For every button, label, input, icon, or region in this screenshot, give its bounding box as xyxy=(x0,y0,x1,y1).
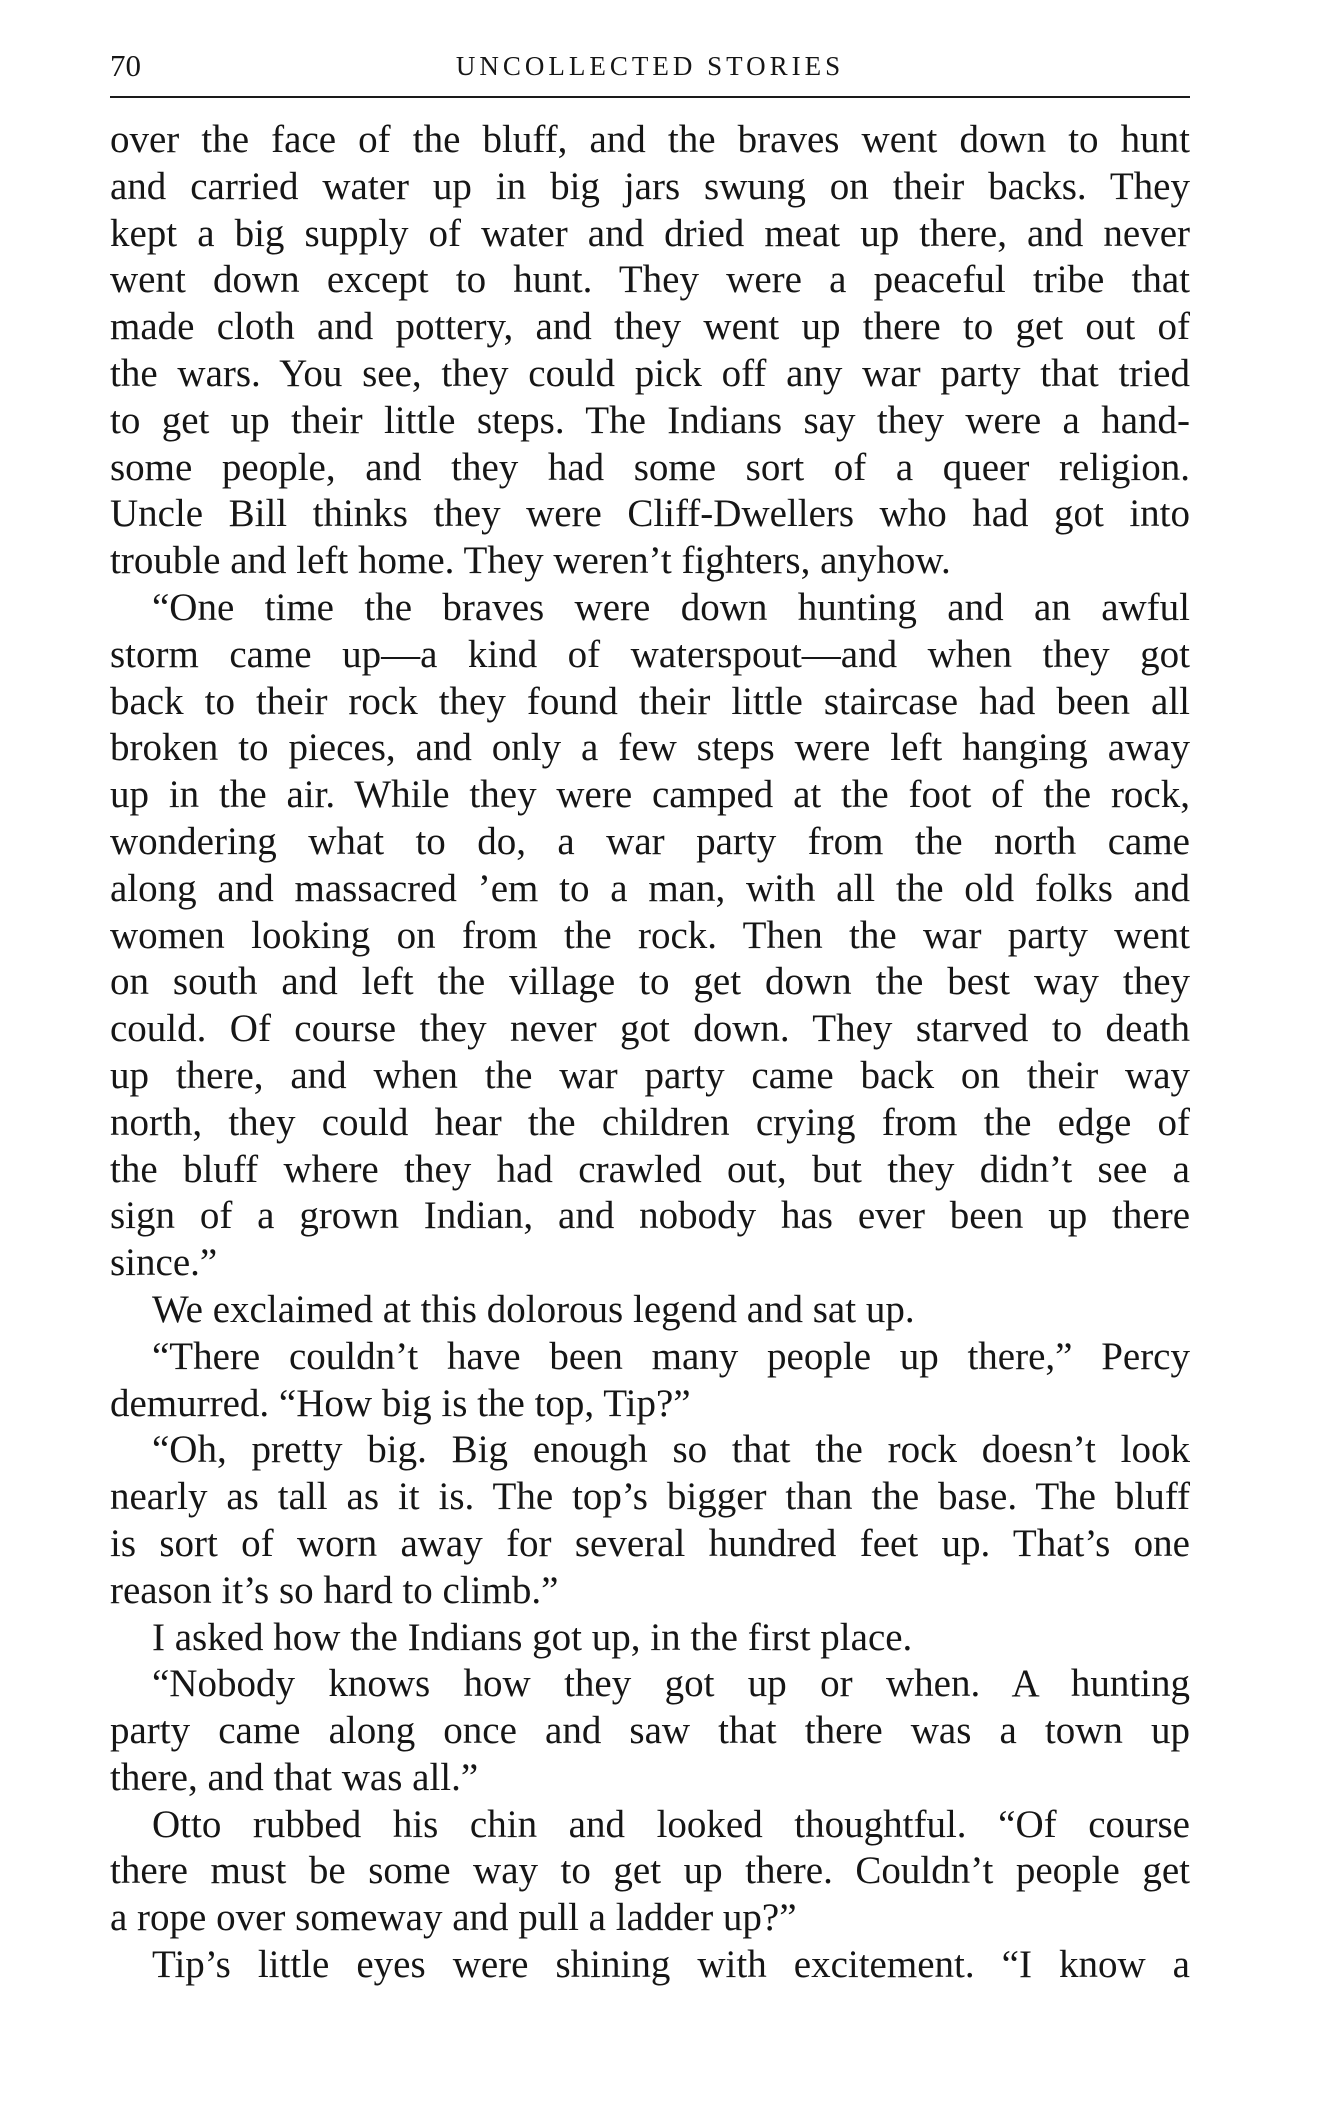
text-line: on south and left the village to get down the best way they xyxy=(110,960,1190,1004)
text-line: “There couldn’t have been many people up there,” Percy xyxy=(152,1334,1190,1378)
text-line: since.” xyxy=(110,1241,218,1285)
text-line: storm came up—a kind of waterspout—and when they got xyxy=(110,632,1190,676)
text-line: could. Of course they never got down. They starved to death xyxy=(110,1007,1190,1051)
text-line: made cloth and pottery, and they went up there to get out of xyxy=(110,305,1190,349)
running-head xyxy=(110,44,1190,88)
text-line: Tip’s little eyes were shining with excitement. “I know a xyxy=(152,1943,1190,1987)
header-rule xyxy=(110,96,1190,98)
text-line: wondering what to do, a war party from the north came xyxy=(110,819,1190,863)
text-line: there must be some way to get up there. Couldn’t people get xyxy=(110,1849,1190,1893)
text-line: sign of a grown Indian, and nobody has ever been up there xyxy=(110,1194,1190,1238)
body-text xyxy=(110,117,1190,1989)
text-line: “Nobody knows how they got up or when. A hunting xyxy=(152,1662,1190,1706)
text-line: “One time the braves were down hunting and an awful xyxy=(152,585,1190,629)
text-line: a rope over someway and pull a ladder up?” xyxy=(110,1896,797,1940)
running-title: UNCOLLECTED STORIES xyxy=(455,51,845,81)
text-line: party came along once and saw that there was a town up xyxy=(110,1709,1190,1753)
text-line: and carried water up in big jars swung on their backs. They xyxy=(110,164,1190,208)
text-line: demurred. “How big is the top, Tip?” xyxy=(110,1381,691,1425)
text-line: the bluff where they had crawled out, but they didn’t see a xyxy=(110,1147,1190,1191)
text-line: there, and that was all.” xyxy=(110,1755,479,1799)
text-line: I asked how the Indians got up, in the first place. xyxy=(152,1615,913,1659)
text-line: along and massacred ’em to a man, with all the old folks and xyxy=(110,866,1190,910)
text-line: to get up their little steps. The Indians say they were a hand- xyxy=(110,398,1190,442)
text-line: up there, and when the war party came back on their way xyxy=(110,1053,1190,1097)
text-line: nearly as tall as it is. The top’s bigger than the base. The bluff xyxy=(110,1475,1190,1519)
text-line: kept a big supply of water and dried meat up there, and never xyxy=(110,211,1190,255)
text-line: some people, and they had some sort of a queer religion. xyxy=(110,445,1190,489)
text-line: the wars. You see, they could pick off any war party that tried xyxy=(110,351,1190,395)
text-line: reason it’s so hard to climb.” xyxy=(110,1568,559,1612)
text-line: “Oh, pretty big. Big enough so that the rock doesn’t look xyxy=(152,1428,1190,1472)
text-line: Otto rubbed his chin and looked thoughtful. “Of course xyxy=(152,1802,1190,1846)
text-line: We exclaimed at this dolorous legend and sat up. xyxy=(152,1287,915,1331)
text-line: Uncle Bill thinks they were Cliff-Dwellers who had got into xyxy=(110,492,1190,536)
text-line: north, they could hear the children crying from the edge of xyxy=(110,1100,1190,1144)
text-line: women looking on from the rock. Then the war party went xyxy=(110,913,1190,957)
text-line: trouble and left home. They weren’t fighters, anyhow. xyxy=(110,539,951,583)
text-line: over the face of the bluff, and the braves went down to hunt xyxy=(110,118,1190,161)
text-line: broken to pieces, and only a few steps were left hanging away xyxy=(110,726,1190,770)
page-number: 70 xyxy=(110,48,141,83)
text-line: is sort of worn away for several hundred feet up. That’s one xyxy=(110,1521,1190,1565)
text-line: went down except to hunt. They were a peaceful tribe that xyxy=(110,258,1190,302)
text-line: up in the air. While they were camped at the foot of the rock, xyxy=(110,773,1190,817)
text-line: back to their rock they found their little staircase had been all xyxy=(110,679,1190,723)
